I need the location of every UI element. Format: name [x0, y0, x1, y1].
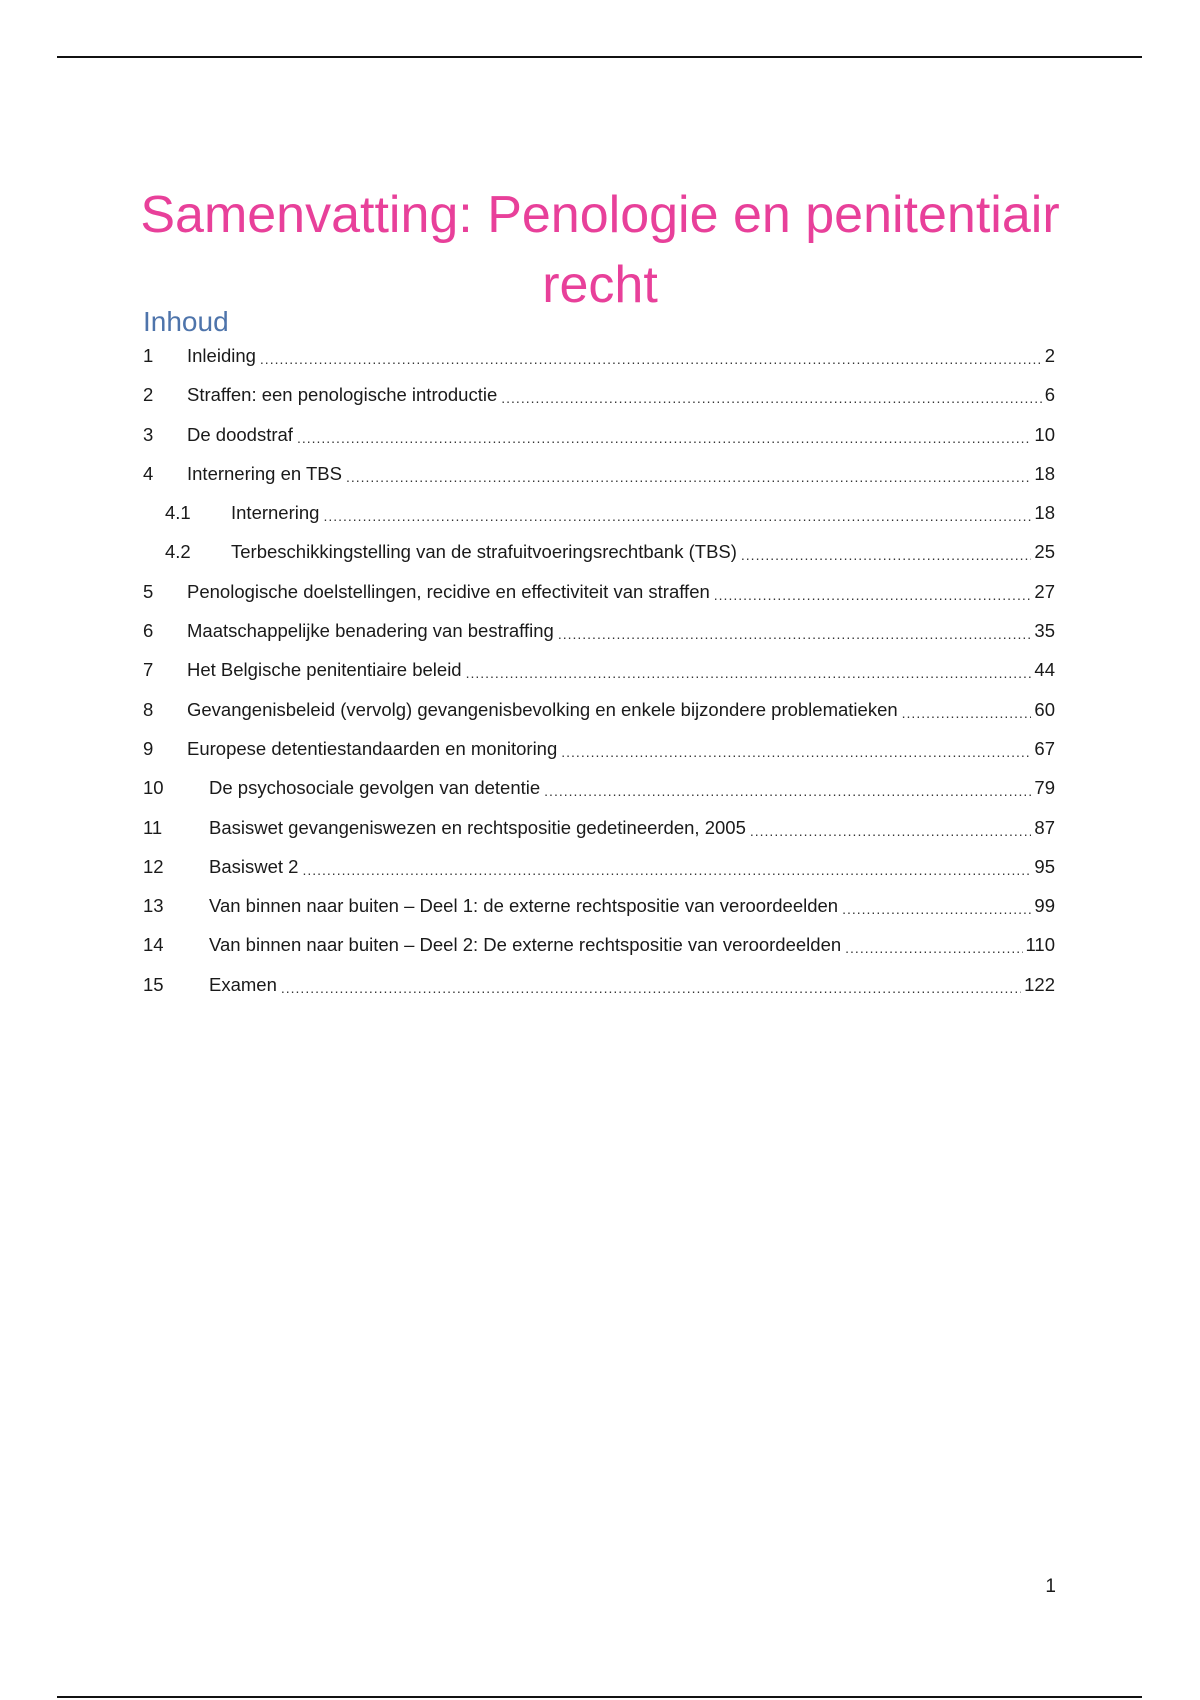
toc-dot-leader: [260, 344, 1042, 368]
toc-entry[interactable]: [143, 540, 1055, 579]
toc-entry[interactable]: [143, 776, 1055, 815]
toc-dot-leader: [750, 816, 1032, 840]
toc-entry-label[interactable]: Internering en TBS: [187, 462, 346, 486]
toc-entry-page: 87: [1034, 816, 1055, 838]
toc-entry-page: 99: [1034, 895, 1055, 917]
toc-entry-label[interactable]: Inleiding: [187, 344, 260, 368]
toc-entry[interactable]: [143, 580, 1055, 619]
toc-entry[interactable]: [143, 855, 1055, 894]
toc-dot-leader: [845, 933, 1022, 957]
toc-dot-leader: [302, 855, 1031, 879]
toc-entry-number: 9: [143, 737, 154, 759]
toc-dot-leader: [297, 423, 1031, 447]
toc-entry-label[interactable]: Van binnen naar buiten – Deel 1: de externe rechtspositie van veroordeelden: [209, 894, 842, 918]
toc-entry[interactable]: [143, 973, 1055, 1012]
toc-entry[interactable]: [143, 933, 1055, 972]
toc-entry[interactable]: [143, 383, 1055, 422]
toc-heading: Inhoud: [143, 306, 229, 337]
toc-entry-page: 27: [1034, 580, 1055, 602]
toc-entry-number: 12: [143, 855, 164, 877]
toc-dot-leader: [714, 580, 1032, 604]
toc-entry-label[interactable]: Basiswet gevangeniswezen en rechtspositie gedetineerden, 2005: [209, 816, 750, 840]
toc-dot-leader: [561, 737, 1031, 761]
toc-entry-page: 60: [1034, 698, 1055, 720]
toc-entry-number: 8: [143, 698, 154, 720]
toc-entry-label[interactable]: De doodstraf: [187, 423, 297, 447]
toc-entry-number: 4: [143, 462, 154, 484]
toc-dot-leader: [346, 462, 1031, 486]
bottom-rule: [57, 1696, 1142, 1698]
toc-entry-page: 35: [1034, 620, 1055, 642]
toc-entry-page: 6: [1044, 384, 1055, 406]
toc-entry-number: 15: [143, 973, 164, 995]
toc-entry-number: 1: [143, 345, 154, 366]
toc-entry-label[interactable]: Van binnen naar buiten – Deel 2: De externe rechtspositie van veroordeelden: [209, 933, 845, 957]
toc-entry-label[interactable]: Basiswet 2: [209, 855, 302, 879]
toc-entry-page: 2: [1044, 345, 1055, 366]
toc-entry-label[interactable]: Internering: [231, 501, 323, 525]
toc-dot-leader: [741, 540, 1032, 564]
toc-entry-label[interactable]: Maatschappelijke benadering van bestraffing: [187, 619, 558, 643]
toc-entry-number: 10: [143, 777, 164, 799]
toc-entry-page: 122: [1024, 973, 1055, 995]
toc-dot-leader: [842, 894, 1031, 918]
toc-entry-number: 2: [143, 384, 154, 406]
toc-entry[interactable]: [143, 462, 1055, 501]
toc-entry-page: 18: [1034, 462, 1055, 484]
toc-entry-number: 4.1: [165, 502, 191, 524]
toc-entry-page: 25: [1034, 541, 1055, 563]
toc-entry-page: 79: [1034, 777, 1055, 799]
toc-entry-page: 44: [1034, 659, 1055, 681]
page-number: 1: [1045, 1576, 1056, 1597]
toc-entry[interactable]: [143, 698, 1055, 737]
toc-entry-number: 3: [143, 423, 154, 445]
toc-entry-number: 5: [143, 580, 154, 602]
toc-dot-leader: [558, 619, 1032, 643]
toc-entry[interactable]: [143, 619, 1055, 658]
toc-entry-number: 14: [143, 934, 164, 956]
toc-entry-label[interactable]: Penologische doelstellingen, recidive en effectiviteit van straffen: [187, 580, 714, 604]
toc-entry-number: 13: [143, 895, 164, 917]
toc-entry-label[interactable]: Terbeschikkingstelling van de strafuitvoeringsrechtbank (TBS): [231, 540, 741, 564]
toc-entry-label[interactable]: Gevangenisbeleid (vervolg) gevangenisbevolking en enkele bijzondere problematieken: [187, 698, 902, 722]
toc-entry-number: 4.2: [165, 541, 191, 563]
toc-entry-page: 67: [1034, 737, 1055, 759]
toc-entry[interactable]: [143, 737, 1055, 776]
toc-entry-label[interactable]: De psychosociale gevolgen van detentie: [209, 776, 544, 800]
toc-entry-label[interactable]: Straffen: een penologische introductie: [187, 383, 501, 407]
top-rule: [57, 56, 1142, 58]
toc-dot-leader: [281, 973, 1021, 997]
toc-entry-label[interactable]: Het Belgische penitentiaire beleid: [187, 658, 466, 682]
toc-entry[interactable]: [143, 894, 1055, 933]
toc-entry[interactable]: [143, 344, 1055, 383]
toc-dot-leader: [466, 658, 1032, 682]
toc-entry[interactable]: [143, 501, 1055, 540]
toc-entry-number: 11: [143, 816, 163, 838]
toc-entry-number: 7: [143, 659, 154, 681]
toc-dot-leader: [323, 501, 1031, 525]
toc-entry[interactable]: [143, 658, 1055, 697]
toc-entry[interactable]: [143, 423, 1055, 462]
toc-entry-page: 95: [1034, 855, 1055, 877]
toc-entry-label[interactable]: Europese detentiestandaarden en monitoring: [187, 737, 561, 761]
table-of-contents: [143, 344, 1055, 1012]
toc-entry-number: 6: [143, 620, 154, 642]
toc-dot-leader: [501, 383, 1041, 407]
toc-entry-label[interactable]: Examen: [209, 973, 281, 997]
toc-dot-leader: [544, 776, 1031, 800]
document-title: Samenvatting: Penologie en penitentiair recht: [140, 185, 1060, 314]
toc-dot-leader: [902, 698, 1032, 722]
toc-entry-page: 10: [1034, 423, 1055, 445]
toc-entry[interactable]: [143, 816, 1055, 855]
toc-entry-page: 110: [1025, 934, 1055, 956]
toc-entry-page: 18: [1034, 502, 1055, 524]
